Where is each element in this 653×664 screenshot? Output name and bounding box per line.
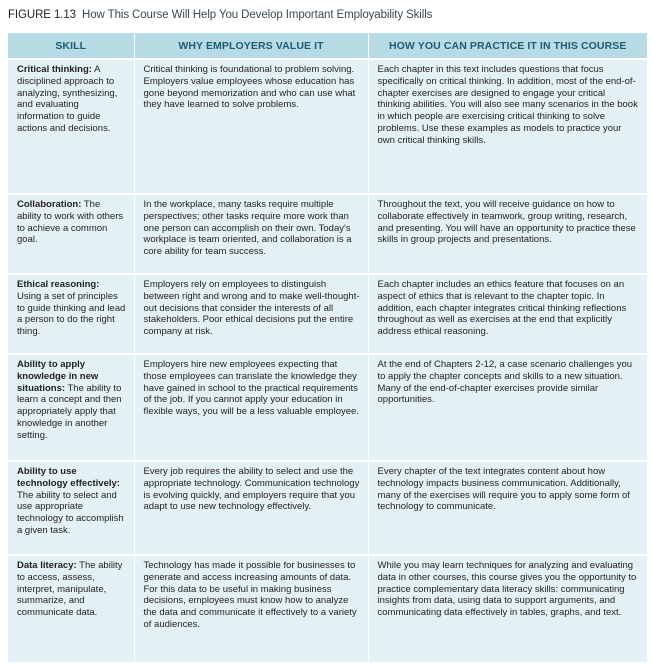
how-cell: Each chapter includes an ethics feature that focuses on an aspect of ethics that is relevant to the chapter topic. In addition, each chapter integrates critical thinking reflections throughout as well as exercises at the end that explicitly address ethical reasoning. bbox=[368, 274, 647, 354]
skill-definition: The ability to select and use appropriate technology to accomplish a given task. bbox=[17, 489, 124, 536]
table-row bbox=[8, 59, 647, 194]
header-row bbox=[8, 33, 647, 59]
skill-cell bbox=[8, 354, 134, 461]
skill-definition: The ability to access, assess, interpret, manipulate, summarize, and communicate data. bbox=[17, 560, 123, 619]
header-how-to-practice: HOW YOU CAN PRACTICE IT IN THIS COURSE bbox=[368, 33, 647, 59]
table-row bbox=[8, 555, 647, 663]
figure-title bbox=[8, 8, 432, 22]
why-cell: In the workplace, many tasks require multiple perspectives; other tasks require more work than one person can accomplish on their own. Today's workplace is team oriented, and collaboration is a core ability for team success. bbox=[134, 194, 368, 274]
header-why-employers-value-it: WHY EMPLOYERS VALUE IT bbox=[134, 33, 368, 59]
skill-definition: A disciplined approach to analyzing, synthesizing, and evaluating information to guide actions and decisions. bbox=[17, 64, 118, 134]
skill-definition: Using a set of principles to guide thinking and lead a person to do the right thing. bbox=[17, 290, 126, 338]
skill-term: Data literacy: bbox=[17, 560, 77, 571]
skill-term: Critical thinking: bbox=[17, 64, 92, 75]
how-cell: Every chapter of the text integrates content about how technology impacts business communication. Additionally, many of the exercises will require you to apply some form of technology to communicate. bbox=[368, 461, 647, 555]
skill-cell bbox=[8, 59, 134, 194]
skill-term: Ability to apply knowledge in new situations: bbox=[17, 359, 99, 394]
table-row bbox=[8, 274, 647, 354]
how-cell: Throughout the text, you will receive guidance on how to collaborate effectively in teamwork, group writing, research, and presenting. You will have an opportunity to practice these skills in group projects and presentations. bbox=[368, 194, 647, 274]
skill-cell bbox=[8, 555, 134, 663]
why-cell: Employers rely on employees to distinguish between right and wrong and to make well-thought-out decisions that consider the interests of all stakeholders. Poor ethical decisions put the entire company at risk. bbox=[134, 274, 368, 354]
table-row bbox=[8, 194, 647, 274]
figure-caption: How This Course Will Help You Develop Important Employability Skills bbox=[82, 9, 433, 21]
how-cell: While you may learn techniques for analyzing and evaluating data in other courses, this course gives you the opportunity to practice complementary data literacy skills: communicating insights from data, using data to support arguments, and communicating data effectively in tables, graphs, and text. bbox=[368, 555, 647, 663]
skill-definition: The ability to work with others to achieve a common goal. bbox=[17, 199, 124, 246]
table-row bbox=[8, 461, 647, 555]
employability-skills-table bbox=[8, 33, 647, 664]
how-cell: Each chapter in this text includes questions that focus specifically on critical thinking. In addition, most of the end-of-chapter exercises are designed to engage your critical thinking abilities. You will also see many scenarios in the book in which people are exercising critical thinking to solve problems. Use these examples as models to practice your own critical thinking skills. bbox=[368, 59, 647, 194]
skill-term: Ability to use technology effectively: bbox=[17, 466, 120, 489]
skill-cell bbox=[8, 194, 134, 274]
how-cell: At the end of Chapters 2-12, a case scenario challenges you to apply the chapter concepts and skills to a new situation. Many of the end-of-chapter exercises provide similar opportunities. bbox=[368, 354, 647, 461]
header-skill: SKILL bbox=[8, 33, 134, 59]
skill-definition: The ability to learn a concept and then appropriately apply that knowledge in another setting. bbox=[17, 382, 122, 441]
figure-number: FIGURE 1.13 bbox=[8, 9, 76, 21]
skill-term: Collaboration: bbox=[17, 199, 82, 210]
skill-term: Ethical reasoning: bbox=[17, 279, 100, 290]
table-row bbox=[8, 354, 647, 461]
why-cell: Employers hire new employees expecting that those employees can translate the knowledge they have gained in school to the practical requirements of the job. If you cannot apply your education in flexible ways, you will be a less valuable employee. bbox=[134, 354, 368, 461]
skill-cell bbox=[8, 461, 134, 555]
why-cell: Every job requires the ability to select and use the appropriate technology. Communication technology is evolving quickly, and employers require that you adapt to use new technology effectively. bbox=[134, 461, 368, 555]
why-cell: Critical thinking is foundational to problem solving. Employers value employees whose education has gone beyond memorization and who can use what they have learned to solve problems. bbox=[134, 59, 368, 194]
why-cell: Technology has made it possible for businesses to generate and access increasing amounts of data. For this data to be useful in making business decisions, employees must know how to analyze the data and communicate it effectively to a variety of audiences. bbox=[134, 555, 368, 663]
skill-cell bbox=[8, 274, 134, 354]
